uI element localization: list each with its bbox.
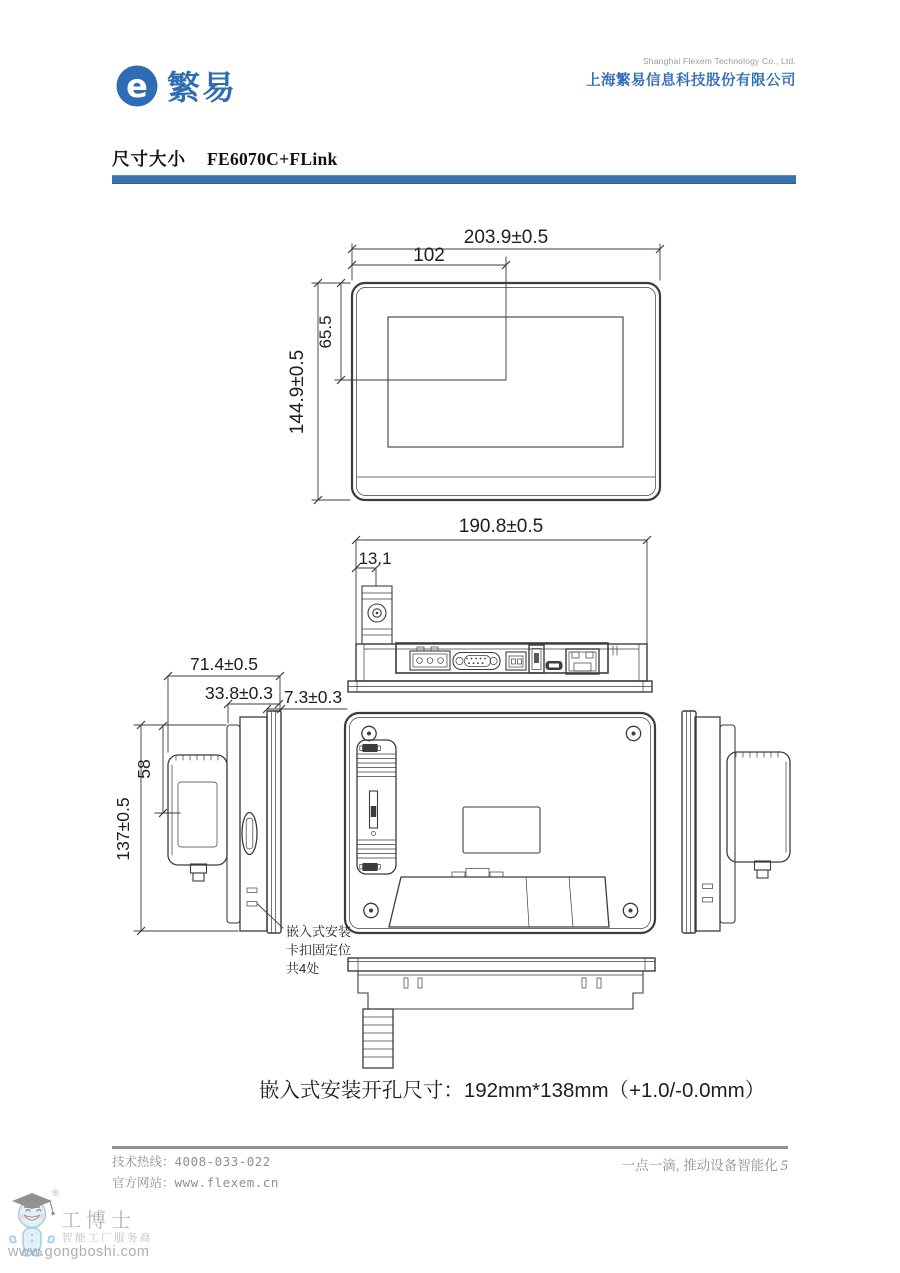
antenna-connector xyxy=(362,586,392,644)
note-leader-line xyxy=(257,904,283,929)
display-area xyxy=(388,317,623,447)
ethernet-port xyxy=(566,649,599,674)
mount-clip-slot xyxy=(418,978,422,988)
hotline-number: 4008-033-022 xyxy=(174,1154,271,1169)
brand-name: 繁易 xyxy=(167,68,237,107)
cutout-dimension-note: 嵌入式安装开孔尺寸：192mm*138mm（+1.0/-0.0mm） xyxy=(258,1079,766,1102)
mount-clip-slot xyxy=(703,898,713,903)
footer-slogan xyxy=(622,1154,788,1175)
connector-bay xyxy=(389,869,609,928)
terminal-block xyxy=(410,647,450,670)
top-view xyxy=(348,516,652,692)
rear-module xyxy=(357,740,396,874)
mount-clip-slot xyxy=(703,884,713,889)
gongboshi-watermark xyxy=(6,1186,176,1270)
hotline-row xyxy=(112,1152,279,1173)
dim-body-height: 137±0.5 xyxy=(113,797,133,861)
mount-clip-slot xyxy=(404,978,408,988)
registered-mark: ® xyxy=(52,1188,59,1198)
label-area xyxy=(463,807,540,853)
company-name-en: Shanghai Flexem Technology Co., Ltd. xyxy=(642,56,796,66)
hotline-label: 技术热线： xyxy=(112,1155,175,1169)
dim-antenna-offset: 13.1 xyxy=(358,549,392,568)
gongboshi-url: www.gongboshi.com xyxy=(8,1244,150,1260)
side-module xyxy=(168,755,227,865)
mount-note-line3: 共4处 xyxy=(286,961,320,976)
page-number: 5 xyxy=(780,1158,788,1174)
mount-clip-slot xyxy=(582,978,586,988)
dim-rear-depth: 33.8±0.3 xyxy=(205,683,273,703)
front-view xyxy=(287,227,664,504)
footer-divider xyxy=(112,1146,788,1149)
mount-clip-slot xyxy=(597,978,601,988)
mount-note-line1: 嵌入式安装 xyxy=(286,924,352,939)
gongboshi-name: 工博士 xyxy=(61,1210,136,1232)
dim-display-x: 102 xyxy=(413,245,445,266)
db9-serial-port xyxy=(453,653,500,670)
dim-overall-height: 144.9±0.5 xyxy=(287,349,308,435)
bottom-view xyxy=(348,958,655,1068)
back-cover-outline xyxy=(345,713,655,933)
corner-screws xyxy=(362,726,641,917)
dim-overall-width: 203.9±0.5 xyxy=(463,227,549,248)
mount-clip-slot xyxy=(247,902,257,907)
section-title-label: 尺寸大小 xyxy=(112,149,186,169)
company-name-cn: 上海繁易信息科技股份有限公司 xyxy=(586,73,796,89)
logo-letter: e xyxy=(126,66,148,105)
right-side-view xyxy=(682,711,790,933)
dim-display-y: 65.5 xyxy=(316,315,335,349)
micro-usb-port xyxy=(546,661,563,670)
front-bezel-profile xyxy=(267,711,281,933)
antenna-stub xyxy=(363,1009,393,1068)
dim-total-depth: 71.4±0.5 xyxy=(190,654,258,674)
website-url: www.flexem.cn xyxy=(174,1174,279,1190)
product-model: FE6070C+FLink xyxy=(207,149,338,169)
dim-body-width: 190.8±0.5 xyxy=(458,516,544,537)
back-view xyxy=(345,713,655,933)
gongboshi-tagline: 智能工厂服务商 xyxy=(62,1232,153,1244)
website-label: 官方网站： xyxy=(112,1175,175,1190)
mount-note-line2: 卡扣固定位 xyxy=(286,942,352,958)
power-connector xyxy=(506,652,526,670)
left-side-view xyxy=(113,654,351,976)
slogan-text: 一点一滴, 推动设备智能化 xyxy=(621,1158,778,1173)
side-module xyxy=(727,752,790,862)
sd-card-slot xyxy=(242,813,257,855)
dim-module-offset: 58 xyxy=(134,759,154,779)
mount-clip-slot xyxy=(247,888,257,893)
dim-bezel-depth: 7.3±0.3 xyxy=(283,687,343,707)
